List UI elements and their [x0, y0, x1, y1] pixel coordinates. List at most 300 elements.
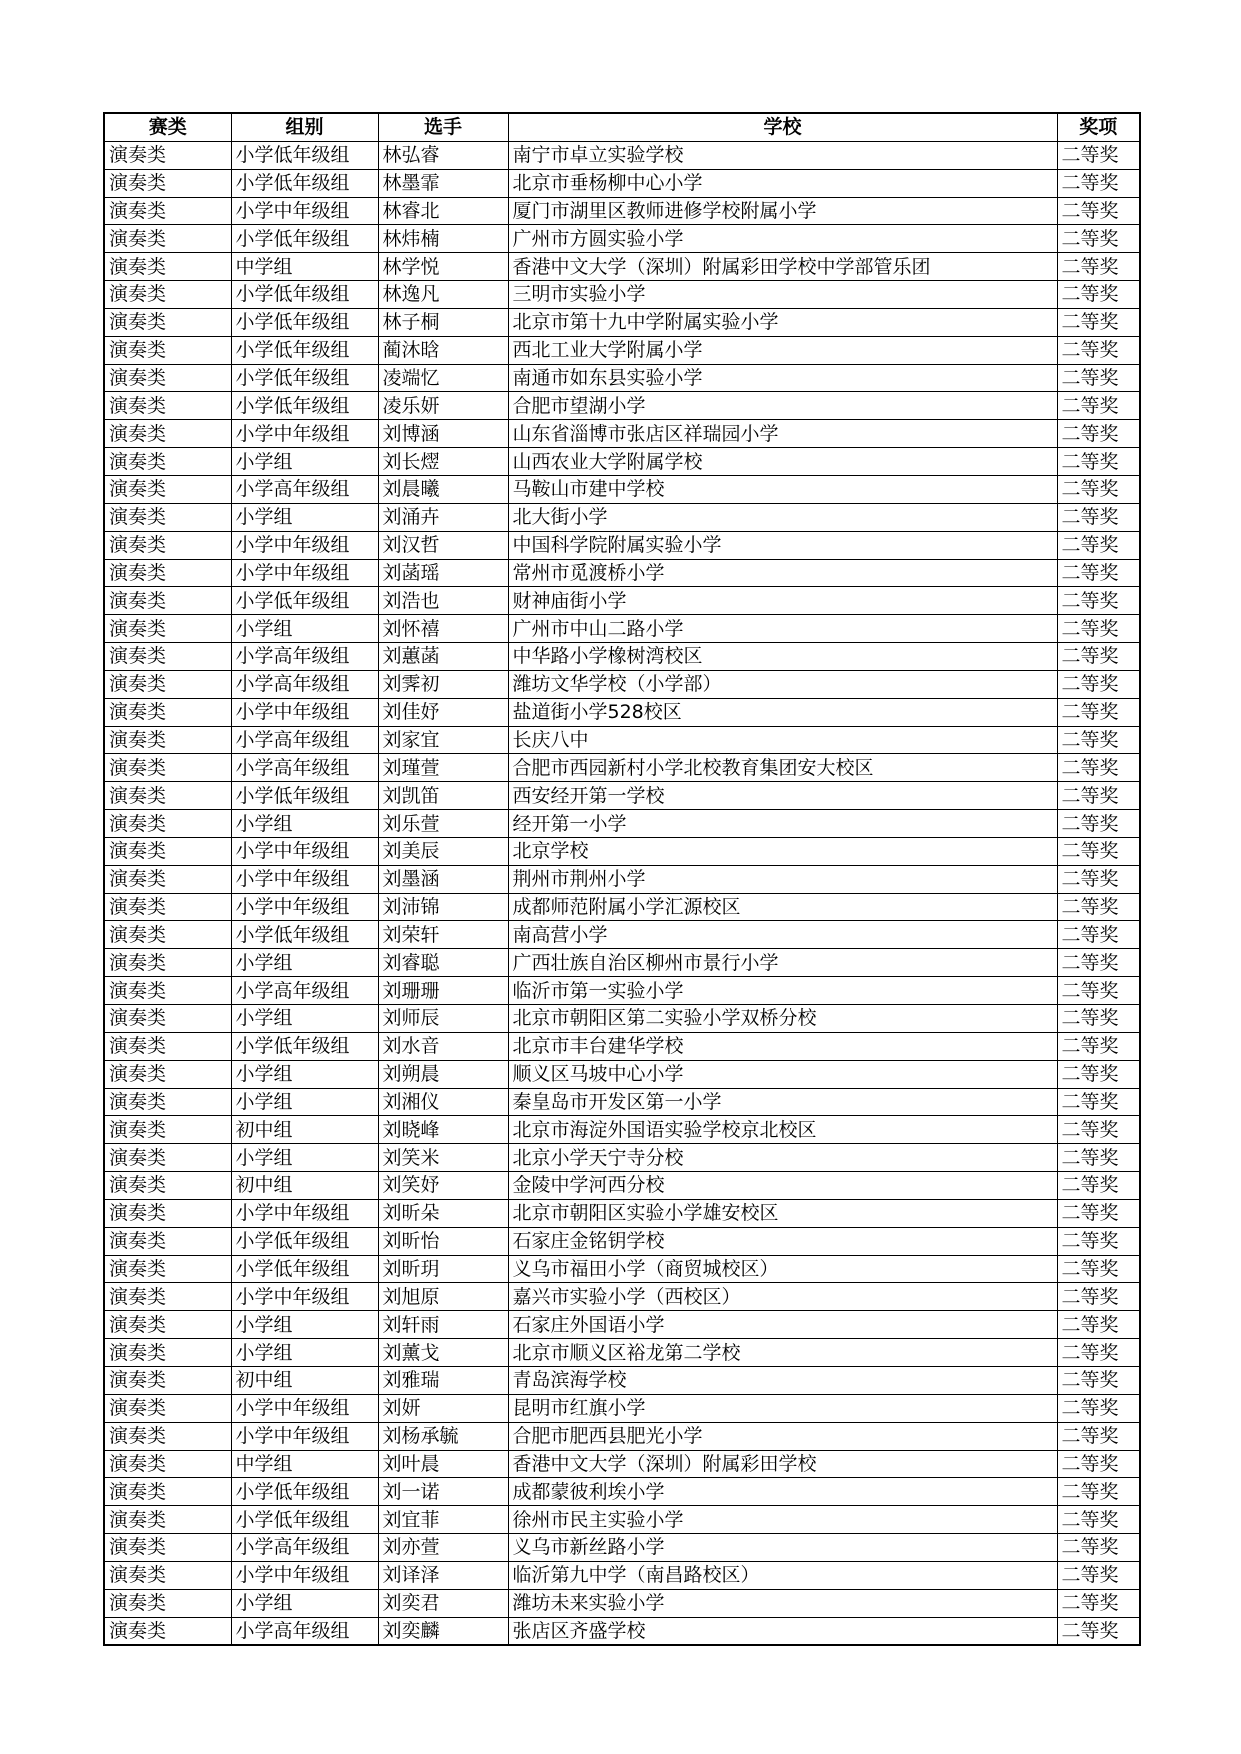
contestant-cell: 刘家宜 [378, 726, 508, 754]
school-cell: 北京市第十九中学附属实验小学 [508, 308, 1057, 336]
group-cell: 小学高年级组 [231, 1617, 378, 1645]
table-row [104, 921, 1140, 949]
group-cell: 小学组 [231, 1339, 378, 1367]
award-cell: 二等奖 [1057, 726, 1140, 754]
table-row [104, 726, 1140, 754]
award-cell: 二等奖 [1057, 1032, 1140, 1060]
category-cell: 演奏类 [104, 281, 231, 309]
category-cell: 演奏类 [104, 1534, 231, 1562]
contestant-cell: 刘珊珊 [378, 977, 508, 1005]
award-cell: 二等奖 [1057, 810, 1140, 838]
school-cell: 厦门市湖里区教师进修学校附属小学 [508, 197, 1057, 225]
group-cell: 小学组 [231, 615, 378, 643]
category-cell: 演奏类 [104, 448, 231, 476]
award-cell: 二等奖 [1057, 169, 1140, 197]
table-row [104, 698, 1140, 726]
contestant-cell: 林学悦 [378, 253, 508, 281]
award-cell: 二等奖 [1057, 197, 1140, 225]
school-cell: 北京市丰台建华学校 [508, 1032, 1057, 1060]
table-row [104, 977, 1140, 1005]
contestant-cell: 刘妍 [378, 1394, 508, 1422]
award-cell: 二等奖 [1057, 1060, 1140, 1088]
category-cell: 演奏类 [104, 1227, 231, 1255]
school-cell: 香港中文大学（深圳）附属彩田学校中学部管乐团 [508, 253, 1057, 281]
category-cell: 演奏类 [104, 1255, 231, 1283]
table-row [104, 1172, 1140, 1200]
category-cell: 演奏类 [104, 1617, 231, 1645]
contestant-cell: 刘怀禧 [378, 615, 508, 643]
award-cell: 二等奖 [1057, 1478, 1140, 1506]
group-cell: 小学低年级组 [231, 225, 378, 253]
award-cell: 二等奖 [1057, 1199, 1140, 1227]
table-row [104, 1534, 1140, 1562]
contestant-cell: 刘奕君 [378, 1589, 508, 1617]
contestant-cell: 刘涌卉 [378, 503, 508, 531]
award-cell: 二等奖 [1057, 1394, 1140, 1422]
school-cell: 北京学校 [508, 837, 1057, 865]
award-cell: 二等奖 [1057, 1283, 1140, 1311]
contestant-cell: 刘乐萱 [378, 810, 508, 838]
group-cell: 小学中年级组 [231, 420, 378, 448]
school-cell: 徐州市民主实验小学 [508, 1506, 1057, 1534]
category-cell: 演奏类 [104, 726, 231, 754]
table-row [104, 1060, 1140, 1088]
category-cell: 演奏类 [104, 1422, 231, 1450]
contestant-cell: 凌乐妍 [378, 392, 508, 420]
award-cell: 二等奖 [1057, 1116, 1140, 1144]
category-cell: 演奏类 [104, 698, 231, 726]
table-row [104, 1199, 1140, 1227]
table-row [104, 1255, 1140, 1283]
table-row [104, 1617, 1140, 1645]
group-cell: 小学低年级组 [231, 1032, 378, 1060]
table-row [104, 1144, 1140, 1172]
group-cell: 小学中年级组 [231, 1422, 378, 1450]
category-cell: 演奏类 [104, 1032, 231, 1060]
category-cell: 演奏类 [104, 308, 231, 336]
school-cell: 潍坊文华学校（小学部） [508, 670, 1057, 698]
table-row [104, 420, 1140, 448]
contestant-cell: 刘一诺 [378, 1478, 508, 1506]
school-cell: 经开第一小学 [508, 810, 1057, 838]
category-cell: 演奏类 [104, 1450, 231, 1478]
table-row [104, 1394, 1140, 1422]
contestant-cell: 刘杨承毓 [378, 1422, 508, 1450]
school-cell: 石家庄金铭钥学校 [508, 1227, 1057, 1255]
contestant-cell: 刘浩也 [378, 587, 508, 615]
award-cell: 二等奖 [1057, 336, 1140, 364]
contestant-cell: 刘湘仪 [378, 1088, 508, 1116]
group-cell: 小学组 [231, 503, 378, 531]
award-cell: 二等奖 [1057, 865, 1140, 893]
table-row [104, 1422, 1140, 1450]
school-cell: 南宁市卓立实验学校 [508, 141, 1057, 169]
school-cell: 秦皇岛市开发区第一小学 [508, 1088, 1057, 1116]
award-cell: 二等奖 [1057, 837, 1140, 865]
school-cell: 临沂第九中学（南昌路校区） [508, 1561, 1057, 1589]
contestant-cell: 凌端忆 [378, 364, 508, 392]
school-cell: 金陵中学河西分校 [508, 1172, 1057, 1200]
award-cell: 二等奖 [1057, 1088, 1140, 1116]
category-cell: 演奏类 [104, 1116, 231, 1144]
group-cell: 小学低年级组 [231, 587, 378, 615]
group-cell: 初中组 [231, 1366, 378, 1394]
contestant-cell: 刘美辰 [378, 837, 508, 865]
table-row [104, 253, 1140, 281]
school-cell: 长庆八中 [508, 726, 1057, 754]
award-cell: 二等奖 [1057, 1227, 1140, 1255]
school-cell: 马鞍山市建中学校 [508, 475, 1057, 503]
school-cell: 义乌市福田小学（商贸城校区） [508, 1255, 1057, 1283]
contestant-cell: 刘奕麟 [378, 1617, 508, 1645]
school-cell: 广西壮族自治区柳州市景行小学 [508, 949, 1057, 977]
contestant-cell: 刘佳妤 [378, 698, 508, 726]
category-cell: 演奏类 [104, 169, 231, 197]
group-cell: 小学中年级组 [231, 559, 378, 587]
group-cell: 小学低年级组 [231, 169, 378, 197]
category-cell: 演奏类 [104, 1144, 231, 1172]
group-cell: 小学高年级组 [231, 643, 378, 671]
contestant-cell: 刘凯笛 [378, 782, 508, 810]
group-cell: 初中组 [231, 1172, 378, 1200]
header-category: 赛类 [104, 113, 231, 141]
group-cell: 小学低年级组 [231, 1506, 378, 1534]
award-cell: 二等奖 [1057, 1255, 1140, 1283]
table-body [104, 141, 1140, 1645]
category-cell: 演奏类 [104, 1394, 231, 1422]
group-cell: 小学低年级组 [231, 141, 378, 169]
school-cell: 顺义区马坡中心小学 [508, 1060, 1057, 1088]
school-cell: 常州市觅渡桥小学 [508, 559, 1057, 587]
contestant-cell: 刘昕玥 [378, 1255, 508, 1283]
award-cell: 二等奖 [1057, 643, 1140, 671]
table-row [104, 336, 1140, 364]
award-cell: 二等奖 [1057, 1172, 1140, 1200]
contestant-cell: 林睿北 [378, 197, 508, 225]
category-cell: 演奏类 [104, 865, 231, 893]
contestant-cell: 刘译泽 [378, 1561, 508, 1589]
group-cell: 小学高年级组 [231, 726, 378, 754]
table-row [104, 1116, 1140, 1144]
header-contestant: 选手 [378, 113, 508, 141]
award-cell: 二等奖 [1057, 559, 1140, 587]
contestant-cell: 刘昕怡 [378, 1227, 508, 1255]
table-row [104, 281, 1140, 309]
category-cell: 演奏类 [104, 392, 231, 420]
category-cell: 演奏类 [104, 1060, 231, 1088]
contestant-cell: 林逸凡 [378, 281, 508, 309]
award-cell: 二等奖 [1057, 893, 1140, 921]
contestant-cell: 刘汉哲 [378, 531, 508, 559]
school-cell: 财神庙街小学 [508, 587, 1057, 615]
table-row [104, 1506, 1140, 1534]
school-cell: 义乌市新丝路小学 [508, 1534, 1057, 1562]
award-cell: 二等奖 [1057, 1005, 1140, 1033]
award-cell: 二等奖 [1057, 977, 1140, 1005]
contestant-cell: 刘薰戈 [378, 1339, 508, 1367]
category-cell: 演奏类 [104, 225, 231, 253]
category-cell: 演奏类 [104, 1589, 231, 1617]
award-cell: 二等奖 [1057, 1450, 1140, 1478]
school-cell: 西北工业大学附属小学 [508, 336, 1057, 364]
table-row [104, 1478, 1140, 1506]
table-row [104, 1032, 1140, 1060]
group-cell: 小学组 [231, 1311, 378, 1339]
category-cell: 演奏类 [104, 1088, 231, 1116]
category-cell: 演奏类 [104, 1478, 231, 1506]
table-row [104, 1589, 1140, 1617]
table-row [104, 392, 1140, 420]
school-cell: 石家庄外国语小学 [508, 1311, 1057, 1339]
contestant-cell: 刘蕙菡 [378, 643, 508, 671]
group-cell: 中学组 [231, 253, 378, 281]
group-cell: 小学低年级组 [231, 782, 378, 810]
award-cell: 二等奖 [1057, 225, 1140, 253]
category-cell: 演奏类 [104, 1005, 231, 1033]
table-row [104, 643, 1140, 671]
category-cell: 演奏类 [104, 754, 231, 782]
contestant-cell: 刘墨涵 [378, 865, 508, 893]
award-cell: 二等奖 [1057, 448, 1140, 476]
group-cell: 小学低年级组 [231, 921, 378, 949]
school-cell: 山西农业大学附属学校 [508, 448, 1057, 476]
category-cell: 演奏类 [104, 1561, 231, 1589]
award-cell: 二等奖 [1057, 670, 1140, 698]
contestant-cell: 刘瑾萱 [378, 754, 508, 782]
school-cell: 香港中文大学（深圳）附属彩田学校 [508, 1450, 1057, 1478]
award-cell: 二等奖 [1057, 281, 1140, 309]
category-cell: 演奏类 [104, 503, 231, 531]
table-row [104, 531, 1140, 559]
contestant-cell: 刘师辰 [378, 1005, 508, 1033]
header-award: 奖项 [1057, 113, 1140, 141]
group-cell: 小学中年级组 [231, 1394, 378, 1422]
award-cell: 二等奖 [1057, 754, 1140, 782]
group-cell: 小学组 [231, 1589, 378, 1617]
header-row [104, 113, 1140, 141]
category-cell: 演奏类 [104, 1339, 231, 1367]
table-row [104, 1283, 1140, 1311]
school-cell: 中国科学院附属实验小学 [508, 531, 1057, 559]
school-cell: 北京市顺义区裕龙第二学校 [508, 1339, 1057, 1367]
group-cell: 小学组 [231, 810, 378, 838]
award-cell: 二等奖 [1057, 253, 1140, 281]
group-cell: 小学低年级组 [231, 364, 378, 392]
group-cell: 小学中年级组 [231, 1199, 378, 1227]
group-cell: 小学高年级组 [231, 1534, 378, 1562]
table-row [104, 448, 1140, 476]
table-row [104, 503, 1140, 531]
table-row [104, 615, 1140, 643]
category-cell: 演奏类 [104, 1366, 231, 1394]
table-row [104, 225, 1140, 253]
group-cell: 小学组 [231, 949, 378, 977]
table-row [104, 1366, 1140, 1394]
category-cell: 演奏类 [104, 643, 231, 671]
award-cell: 二等奖 [1057, 1422, 1140, 1450]
table-row [104, 949, 1140, 977]
contestant-cell: 刘叶晨 [378, 1450, 508, 1478]
table-row [104, 670, 1140, 698]
school-cell: 三明市实验小学 [508, 281, 1057, 309]
group-cell: 小学低年级组 [231, 1255, 378, 1283]
category-cell: 演奏类 [104, 420, 231, 448]
contestant-cell: 刘菡瑶 [378, 559, 508, 587]
contestant-cell: 刘水音 [378, 1032, 508, 1060]
school-cell: 合肥市西园新村小学北校教育集团安大校区 [508, 754, 1057, 782]
group-cell: 小学组 [231, 1088, 378, 1116]
award-cell: 二等奖 [1057, 615, 1140, 643]
table-row [104, 1311, 1140, 1339]
table-row [104, 782, 1140, 810]
group-cell: 小学低年级组 [231, 308, 378, 336]
school-cell: 合肥市望湖小学 [508, 392, 1057, 420]
category-cell: 演奏类 [104, 921, 231, 949]
group-cell: 小学组 [231, 448, 378, 476]
award-cell: 二等奖 [1057, 921, 1140, 949]
group-cell: 初中组 [231, 1116, 378, 1144]
school-cell: 北京市朝阳区实验小学雄安校区 [508, 1199, 1057, 1227]
school-cell: 张店区齐盛学校 [508, 1617, 1057, 1645]
table-row [104, 308, 1140, 336]
award-cell: 二等奖 [1057, 1144, 1140, 1172]
category-cell: 演奏类 [104, 336, 231, 364]
contestant-cell: 刘沛锦 [378, 893, 508, 921]
contestant-cell: 刘晓峰 [378, 1116, 508, 1144]
header-group: 组别 [231, 113, 378, 141]
contestant-cell: 刘旭原 [378, 1283, 508, 1311]
school-cell: 北京市海淀外国语实验学校京北校区 [508, 1116, 1057, 1144]
contestant-cell: 刘笑米 [378, 1144, 508, 1172]
table-row [104, 141, 1140, 169]
table-row [104, 810, 1140, 838]
contestant-cell: 刘睿聪 [378, 949, 508, 977]
school-cell: 南通市如东县实验小学 [508, 364, 1057, 392]
group-cell: 小学低年级组 [231, 392, 378, 420]
group-cell: 小学低年级组 [231, 1478, 378, 1506]
contestant-cell: 刘雅瑞 [378, 1366, 508, 1394]
contestant-cell: 刘轩雨 [378, 1311, 508, 1339]
contestant-cell: 刘宜菲 [378, 1506, 508, 1534]
table-row [104, 1561, 1140, 1589]
category-cell: 演奏类 [104, 782, 231, 810]
award-cell: 二等奖 [1057, 420, 1140, 448]
award-cell: 二等奖 [1057, 1506, 1140, 1534]
award-cell: 二等奖 [1057, 698, 1140, 726]
contestant-cell: 蔺沐晗 [378, 336, 508, 364]
contestant-cell: 林炜楠 [378, 225, 508, 253]
group-cell: 小学低年级组 [231, 1227, 378, 1255]
award-cell: 二等奖 [1057, 1366, 1140, 1394]
group-cell: 小学低年级组 [231, 336, 378, 364]
table-row [104, 754, 1140, 782]
table-row [104, 865, 1140, 893]
school-cell: 嘉兴市实验小学（西校区） [508, 1283, 1057, 1311]
school-cell: 临沂市第一实验小学 [508, 977, 1057, 1005]
category-cell: 演奏类 [104, 364, 231, 392]
group-cell: 小学中年级组 [231, 837, 378, 865]
group-cell: 小学高年级组 [231, 670, 378, 698]
contestant-cell: 刘昕朵 [378, 1199, 508, 1227]
category-cell: 演奏类 [104, 810, 231, 838]
school-cell: 北京小学天宁寺分校 [508, 1144, 1057, 1172]
contestant-cell: 林子桐 [378, 308, 508, 336]
school-cell: 北京市朝阳区第二实验小学双桥分校 [508, 1005, 1057, 1033]
header-school: 学校 [508, 113, 1057, 141]
school-cell: 北京市垂杨柳中心小学 [508, 169, 1057, 197]
table-row [104, 1005, 1140, 1033]
table-row [104, 1450, 1140, 1478]
school-cell: 成都蒙彼利埃小学 [508, 1478, 1057, 1506]
school-cell: 合肥市肥西县肥光小学 [508, 1422, 1057, 1450]
school-cell: 昆明市红旗小学 [508, 1394, 1057, 1422]
group-cell: 小学中年级组 [231, 1561, 378, 1589]
category-cell: 演奏类 [104, 197, 231, 225]
category-cell: 演奏类 [104, 141, 231, 169]
category-cell: 演奏类 [104, 1506, 231, 1534]
category-cell: 演奏类 [104, 531, 231, 559]
table-row [104, 559, 1140, 587]
award-cell: 二等奖 [1057, 1617, 1140, 1645]
table-row [104, 475, 1140, 503]
group-cell: 小学中年级组 [231, 1283, 378, 1311]
school-cell: 广州市中山二路小学 [508, 615, 1057, 643]
award-cell: 二等奖 [1057, 141, 1140, 169]
group-cell: 小学组 [231, 1005, 378, 1033]
category-cell: 演奏类 [104, 949, 231, 977]
group-cell: 小学组 [231, 1060, 378, 1088]
contestant-cell: 刘朔晨 [378, 1060, 508, 1088]
category-cell: 演奏类 [104, 615, 231, 643]
group-cell: 中学组 [231, 1450, 378, 1478]
award-cell: 二等奖 [1057, 475, 1140, 503]
award-cell: 二等奖 [1057, 392, 1140, 420]
table-row [104, 1088, 1140, 1116]
category-cell: 演奏类 [104, 893, 231, 921]
group-cell: 小学高年级组 [231, 977, 378, 1005]
category-cell: 演奏类 [104, 670, 231, 698]
award-cell: 二等奖 [1057, 1339, 1140, 1367]
school-cell: 山东省淄博市张店区祥瑞园小学 [508, 420, 1057, 448]
table-row [104, 169, 1140, 197]
group-cell: 小学高年级组 [231, 754, 378, 782]
contestant-cell: 林弘睿 [378, 141, 508, 169]
category-cell: 演奏类 [104, 559, 231, 587]
group-cell: 小学中年级组 [231, 893, 378, 921]
award-cell: 二等奖 [1057, 531, 1140, 559]
group-cell: 小学中年级组 [231, 531, 378, 559]
category-cell: 演奏类 [104, 253, 231, 281]
table-row [104, 893, 1140, 921]
contestant-cell: 刘笑妤 [378, 1172, 508, 1200]
school-cell: 成都师范附属小学汇源校区 [508, 893, 1057, 921]
category-cell: 演奏类 [104, 1311, 231, 1339]
table-row [104, 1339, 1140, 1367]
group-cell: 小学低年级组 [231, 281, 378, 309]
contestant-cell: 刘荣轩 [378, 921, 508, 949]
group-cell: 小学组 [231, 1144, 378, 1172]
contestant-cell: 刘霁初 [378, 670, 508, 698]
group-cell: 小学中年级组 [231, 197, 378, 225]
category-cell: 演奏类 [104, 977, 231, 1005]
school-cell: 荆州市荆州小学 [508, 865, 1057, 893]
table-row [104, 587, 1140, 615]
category-cell: 演奏类 [104, 587, 231, 615]
table-row [104, 1227, 1140, 1255]
school-cell: 中华路小学橡树湾校区 [508, 643, 1057, 671]
award-cell: 二等奖 [1057, 1561, 1140, 1589]
award-cell: 二等奖 [1057, 949, 1140, 977]
